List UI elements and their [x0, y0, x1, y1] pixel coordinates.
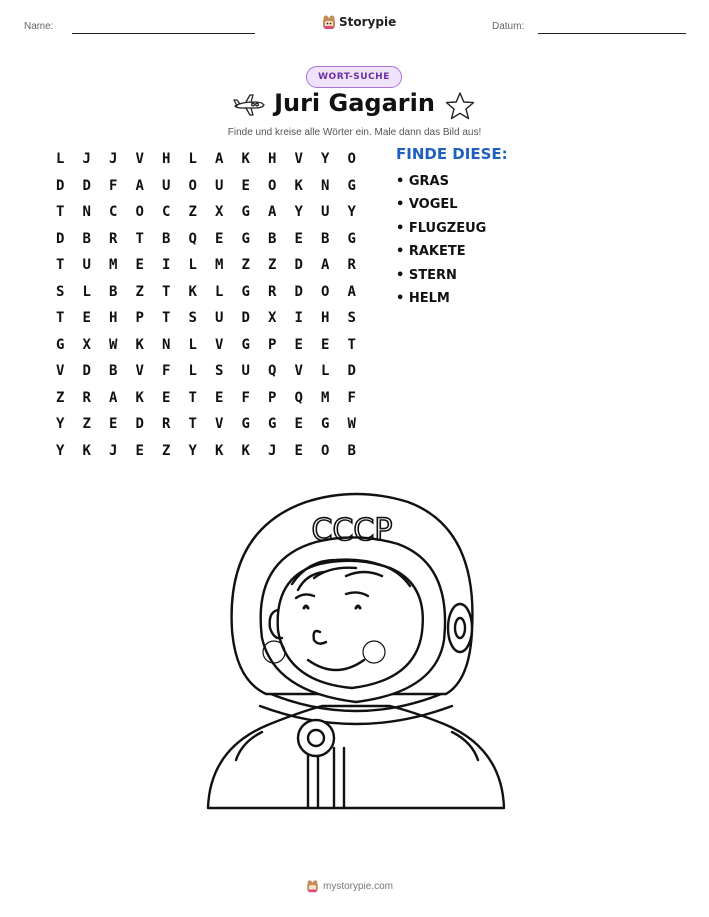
grid-cell[interactable]: Z [82, 416, 91, 433]
grid-row [47, 199, 365, 226]
grid-cell[interactable]: E [294, 230, 303, 247]
grid-row [47, 146, 365, 173]
grid-cell[interactable]: W [347, 416, 356, 433]
grid-cell[interactable]: S [347, 310, 356, 327]
grid-cell[interactable]: U [82, 257, 91, 274]
grid-cell[interactable]: E [162, 389, 171, 406]
grid-cell[interactable]: Q [294, 389, 303, 406]
grid-cell[interactable]: H [162, 151, 171, 168]
name-label: Name: [24, 21, 54, 32]
grid-cell[interactable]: K [135, 336, 144, 353]
grid-cell[interactable]: V [294, 363, 303, 380]
word-item: • RAKETE [396, 244, 466, 260]
grid-cell[interactable]: T [56, 204, 65, 221]
grid-cell[interactable]: D [135, 416, 144, 433]
brand-logo [322, 14, 396, 30]
date-label: Datum: [492, 21, 525, 32]
grid-cell[interactable]: E [215, 389, 224, 406]
grid-row [47, 279, 365, 306]
grid-cell[interactable]: E [294, 416, 303, 433]
grid-cell[interactable]: Z [135, 283, 144, 300]
grid-cell[interactable]: B [82, 230, 91, 247]
grid-cell[interactable]: E [135, 257, 144, 274]
name-line[interactable] [72, 33, 255, 34]
grid-row [47, 226, 365, 253]
grid-cell[interactable]: E [135, 442, 144, 459]
grid-cell[interactable]: R [268, 283, 277, 300]
grid-cell[interactable]: G [321, 416, 330, 433]
grid-cell[interactable]: B [162, 230, 171, 247]
grid-cell[interactable]: D [294, 257, 303, 274]
grid-cell[interactable]: V [294, 151, 303, 168]
grid-cell[interactable]: R [162, 416, 171, 433]
grid-cell[interactable]: O [321, 442, 330, 459]
grid-cell[interactable]: U [241, 363, 250, 380]
grid-cell[interactable]: F [109, 177, 118, 194]
grid-cell[interactable]: U [321, 204, 330, 221]
grid-cell[interactable]: D [56, 230, 65, 247]
grid-cell[interactable]: J [109, 442, 118, 459]
grid-cell[interactable]: U [215, 177, 224, 194]
activity-badge: WORT-SUCHE [306, 66, 402, 88]
grid-row [47, 332, 365, 359]
grid-cell[interactable]: O [135, 204, 144, 221]
grid-cell[interactable]: R [347, 257, 356, 274]
letter-grid[interactable] [47, 146, 365, 464]
astronaut-illustration[interactable] [196, 480, 516, 820]
grid-cell[interactable]: J [268, 442, 277, 459]
grid-cell[interactable]: K [294, 177, 303, 194]
grid-cell[interactable]: R [109, 230, 118, 247]
grid-cell[interactable]: M [321, 389, 330, 406]
grid-cell[interactable]: L [188, 363, 197, 380]
grid-cell[interactable]: I [294, 310, 303, 327]
grid-cell[interactable]: K [215, 442, 224, 459]
grid-cell[interactable]: L [215, 283, 224, 300]
date-line[interactable] [538, 33, 686, 34]
grid-cell[interactable]: Q [188, 230, 197, 247]
footer-url[interactable]: mystorypie.com [323, 880, 394, 892]
grid-cell[interactable]: A [215, 151, 224, 168]
grid-cell[interactable]: Y [321, 151, 330, 168]
grid-cell[interactable]: H [268, 151, 277, 168]
grid-cell[interactable]: V [135, 151, 144, 168]
grid-cell[interactable]: I [162, 257, 171, 274]
word-list [396, 170, 486, 310]
grid-cell[interactable]: D [56, 177, 65, 194]
grid-row [47, 411, 365, 438]
grid-cell[interactable]: B [321, 230, 330, 247]
grid-cell[interactable]: A [135, 177, 144, 194]
grid-cell[interactable]: H [109, 310, 118, 327]
word-item: • STERN [396, 267, 457, 283]
grid-cell[interactable]: A [109, 389, 118, 406]
instructions: Finde und kreise alle Wörter ein. Male dann das Bild aus! [227, 127, 482, 138]
grid-cell[interactable]: K [241, 151, 250, 168]
grid-cell[interactable]: L [188, 336, 197, 353]
word-item: • GRAS [396, 174, 449, 189]
star-icon [444, 91, 476, 121]
grid-cell[interactable]: Q [268, 363, 277, 380]
grid-cell[interactable]: T [188, 389, 197, 406]
grid-cell[interactable]: T [56, 310, 65, 327]
grid-cell[interactable]: A [268, 204, 277, 221]
grid-cell[interactable]: E [294, 336, 303, 353]
grid-cell[interactable]: L [188, 151, 197, 168]
grid-row [47, 358, 365, 385]
grid-cell[interactable]: E [241, 177, 250, 194]
grid-cell[interactable]: T [162, 310, 171, 327]
grid-cell[interactable]: T [188, 416, 197, 433]
grid-cell[interactable]: B [268, 230, 277, 247]
grid-cell[interactable]: V [56, 363, 65, 380]
brand-name: Storypie [339, 15, 397, 29]
grid-cell[interactable]: T [135, 230, 144, 247]
grid-cell[interactable]: P [268, 389, 277, 406]
grid-cell[interactable]: X [82, 336, 91, 353]
grid-cell[interactable]: G [241, 283, 250, 300]
word-item: • FLUGZEUG [396, 220, 487, 236]
grid-cell[interactable]: Z [268, 257, 277, 274]
grid-cell[interactable]: V [215, 336, 224, 353]
grid-cell[interactable]: Y [347, 204, 356, 221]
grid-row [47, 305, 365, 332]
grid-cell[interactable]: G [241, 336, 250, 353]
grid-cell[interactable]: K [188, 283, 197, 300]
grid-cell[interactable]: B [347, 442, 356, 459]
grid-cell[interactable]: L [56, 151, 65, 168]
grid-cell[interactable]: T [56, 257, 65, 274]
grid-cell[interactable]: E [109, 416, 118, 433]
grid-cell[interactable]: N [162, 336, 171, 353]
grid-cell[interactable]: L [188, 257, 197, 274]
footer [306, 879, 393, 893]
grid-cell[interactable]: Y [56, 416, 65, 433]
grid-cell[interactable]: G [347, 177, 356, 194]
grid-cell[interactable]: D [294, 283, 303, 300]
grid-cell[interactable]: E [82, 310, 91, 327]
grid-row [47, 438, 365, 465]
grid-cell[interactable]: Z [56, 389, 65, 406]
grid-cell[interactable]: O [347, 151, 356, 168]
grid-cell[interactable]: C [162, 204, 171, 221]
grid-cell[interactable]: D [82, 177, 91, 194]
grid-cell[interactable]: Z [162, 442, 171, 459]
grid-cell[interactable]: Y [56, 442, 65, 459]
grid-cell[interactable]: N [82, 204, 91, 221]
page-title: Juri Gagarin [274, 89, 435, 117]
grid-cell[interactable]: G [268, 416, 277, 433]
grid-cell[interactable]: D [82, 363, 91, 380]
grid-cell[interactable]: C [109, 204, 118, 221]
grid-cell[interactable]: O [188, 177, 197, 194]
grid-cell[interactable]: A [347, 283, 356, 300]
grid-cell[interactable]: Z [188, 204, 197, 221]
grid-cell[interactable]: P [135, 310, 144, 327]
grid-cell[interactable]: D [347, 363, 356, 380]
grid-cell[interactable]: F [162, 363, 171, 380]
grid-cell[interactable]: F [347, 389, 356, 406]
grid-row [47, 252, 365, 279]
grid-cell[interactable]: T [347, 336, 356, 353]
grid-cell[interactable]: U [215, 310, 224, 327]
grid-cell[interactable]: X [215, 204, 224, 221]
grid-cell[interactable]: K [135, 389, 144, 406]
grid-cell[interactable]: M [215, 257, 224, 274]
grid-cell[interactable]: A [321, 257, 330, 274]
grid-cell[interactable]: V [215, 416, 224, 433]
word-item: • HELM [396, 290, 450, 306]
grid-cell[interactable]: T [162, 283, 171, 300]
grid-cell[interactable]: E [321, 336, 330, 353]
grid-cell[interactable]: R [82, 389, 91, 406]
grid-cell[interactable]: Z [241, 257, 250, 274]
grid-cell[interactable]: U [162, 177, 171, 194]
helmet-text: CCCP [311, 513, 393, 548]
grid-cell[interactable]: B [109, 283, 118, 300]
grid-cell[interactable]: D [241, 310, 250, 327]
grid-cell[interactable]: S [188, 310, 197, 327]
grid-cell[interactable]: H [321, 310, 330, 327]
grid-cell[interactable]: S [56, 283, 65, 300]
grid-cell[interactable]: S [215, 363, 224, 380]
grid-row [47, 173, 365, 200]
grid-cell[interactable]: O [321, 283, 330, 300]
grid-cell[interactable]: B [109, 363, 118, 380]
grid-cell[interactable]: L [321, 363, 330, 380]
storypie-logo-icon [322, 14, 336, 30]
grid-cell[interactable]: Y [188, 442, 197, 459]
grid-cell[interactable]: G [347, 230, 356, 247]
grid-cell[interactable]: J [109, 151, 118, 168]
grid-cell[interactable]: K [241, 442, 250, 459]
grid-cell[interactable]: G [56, 336, 65, 353]
grid-cell[interactable]: F [241, 389, 250, 406]
storypie-logo-icon [306, 879, 319, 893]
word-list-title: FINDE DIESE: [396, 145, 508, 163]
word-item: • VOGEL [396, 197, 458, 213]
grid-cell[interactable]: N [321, 177, 330, 194]
grid-cell[interactable]: O [268, 177, 277, 194]
grid-cell[interactable]: G [241, 230, 250, 247]
grid-cell[interactable]: K [82, 442, 91, 459]
grid-cell[interactable]: Y [294, 204, 303, 221]
grid-cell[interactable]: P [268, 336, 277, 353]
grid-cell[interactable]: L [82, 283, 91, 300]
grid-row [47, 385, 365, 412]
grid-cell[interactable]: X [268, 310, 277, 327]
grid-cell[interactable]: E [215, 230, 224, 247]
grid-cell[interactable]: G [241, 416, 250, 433]
grid-cell[interactable]: M [109, 257, 118, 274]
grid-cell[interactable]: V [135, 363, 144, 380]
grid-cell[interactable]: G [241, 204, 250, 221]
grid-cell[interactable]: J [82, 151, 91, 168]
grid-cell[interactable]: W [109, 336, 118, 353]
grid-cell[interactable]: E [294, 442, 303, 459]
